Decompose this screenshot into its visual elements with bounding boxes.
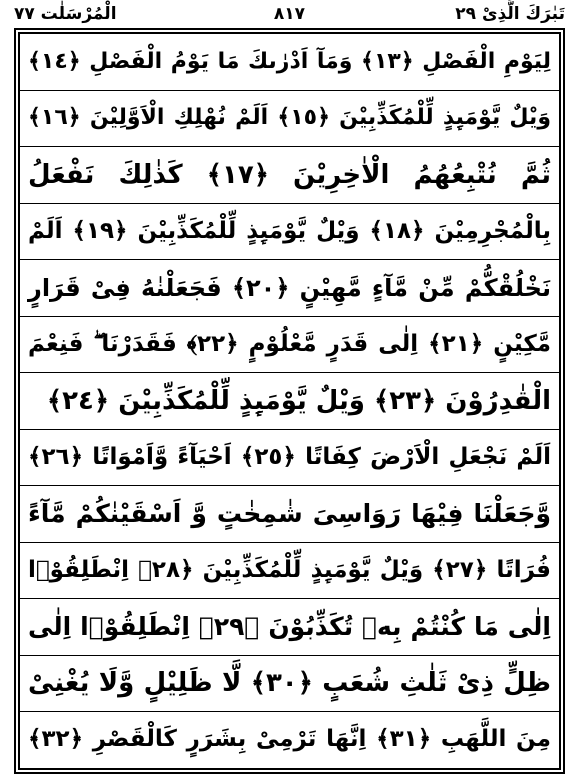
line-text: بِالْمُجْرِمِیْنَ ﴿١٨﴾ وَیْلٌ یَّوْمَىِٕذٍ لِّلْمُكَذِّبِیْنَ ﴿١٩﴾ اَلَمْ [28,217,551,244]
line-text: فُرَاتًا ﴿٢٧﴾ وَیْلٌ یَّوْمَىِٕذٍ لِّلْمُكَذِّبِیْنَ ﴿٢٨﴾ اِنْطَلِقُوْۤا [28,556,551,583]
text-line [20,599,559,656]
text-lines [20,34,559,768]
page-header [14,4,565,28]
text-line [20,317,559,374]
text-line [20,34,559,91]
line-text: لِیَوْمِ الْفَصْلِ ﴿١٣﴾ وَمَآ اَدْرٰىكَ مَا یَوْمُ الْفَصْلِ ﴿١٤﴾ [28,48,551,74]
text-line [20,260,559,317]
line-text: مِنَ اللَّهَبِ ﴿٣١﴾ اِنَّهَا تَرْمِیْ بِشَرَرٍ كَالْقَصْرِ ﴿٣٢﴾ [28,726,551,753]
text-line [20,91,559,148]
line-text: اِلٰى مَا كُنْتُمْ بِهٖ تُكَذِّبُوْنَ ﴿٢٩﴾ اِنْطَلِقُوْۤا اِلٰى [28,612,551,642]
text-line [20,430,559,487]
text-line [20,486,559,543]
line-text: وَیْلٌ یَّوْمَىِٕذٍ لِّلْمُكَذِّبِیْنَ ﴿١٥﴾ اَلَمْ نُهْلِكِ الْاَوَّلِیْنَ ﴿١٦﴾ [28,105,551,131]
line-text: اَلَمْ نَجْعَلِ الْاَرْضَ كِفَاتًا ﴿٢٥﴾ اَحْیَآءً وَّاَمْوَاتًا ﴿٢٦﴾ [28,443,551,470]
text-line [20,204,559,261]
line-text: ظِلٍّ ذِیْ ثَلٰثِ شُعَبٍ ﴿٣٠﴾ لَّا ظَلِیْلٍ وَّلَا یُغْنِیْ [28,668,551,699]
text-line [20,712,559,768]
text-line [20,656,559,713]
text-line [20,147,559,204]
line-text: وَّجَعَلْنَا فِیْهَا رَوَاسِیَ شٰمِخٰتٍ وَّ اَسْقَیْنٰكُمْ مَّآءً [28,499,551,529]
line-text: الْقٰدِرُوْنَ ﴿٢٣﴾ وَیْلٌ یَّوْمَىِٕذٍ لِّلْمُكَذِّبِیْنَ ﴿٢٤﴾ [46,385,551,416]
page-frame [14,28,565,774]
line-text: نَخْلُقْكُّمْ مِّنْ مَّآءٍ مَّهِیْنٍ ﴿٢٠﴾ فَجَعَلْنٰهُ فِیْ قَرَارٍ [28,273,551,302]
line-text: ثُمَّ نُتْبِعُهُمُ الْاٰخِرِیْنَ ﴿١٧﴾ كَذٰلِكَ نَفْعَلُ [28,159,552,190]
text-line [20,373,559,430]
page-number: ٨١٧ [273,4,306,24]
text-line [20,543,559,600]
juz-name: تَبٰرَكَ الَّذِیْ ٢٩ [455,4,565,24]
surah-name: الْمُرْسَلٰت ٧٧ [14,4,117,24]
line-text: مَّكِیْنٍ ﴿٢١﴾ اِلٰى قَدَرٍ مَّعْلُوْمٍ ﴿٢٢﴾ فَقَدَرْنَا ۖ فَنِعْمَ [28,330,551,357]
